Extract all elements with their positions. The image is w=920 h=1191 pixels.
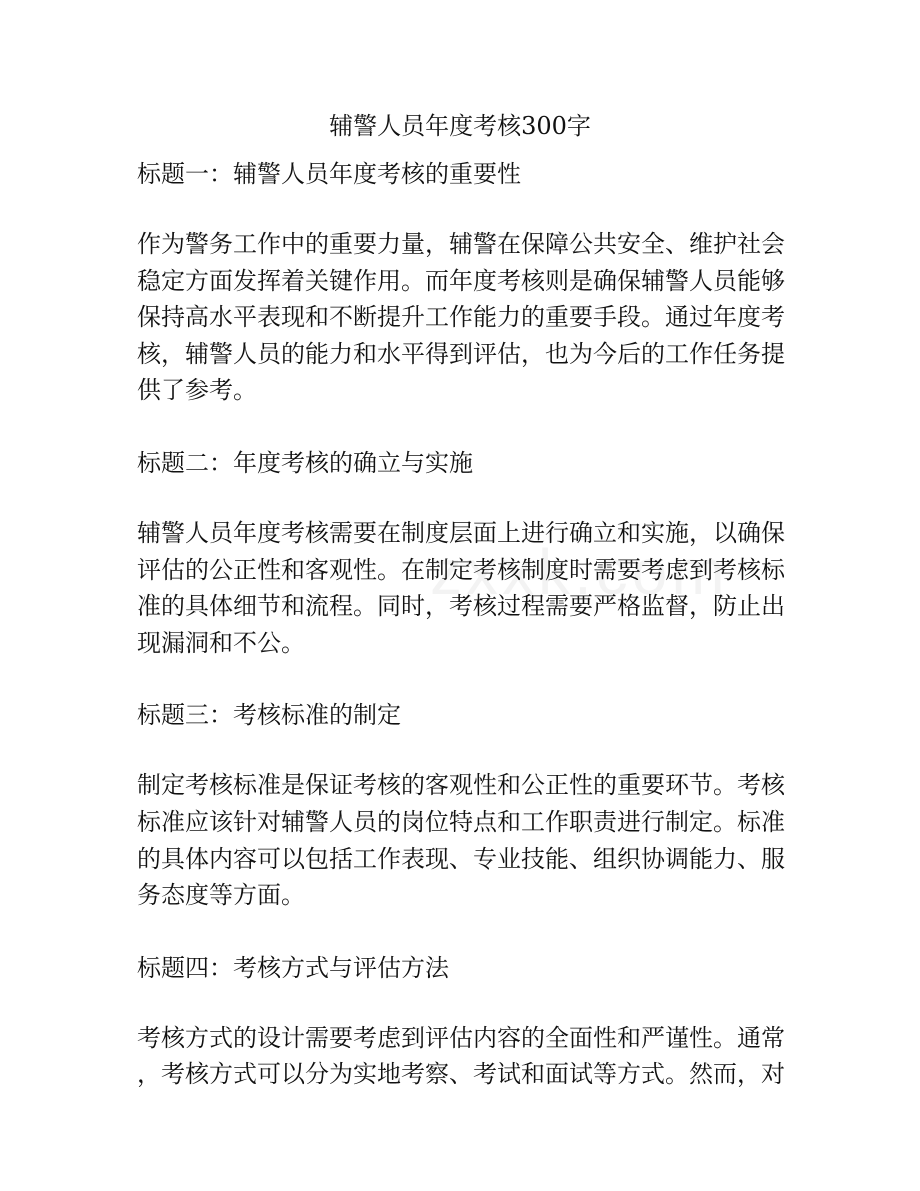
paragraph-line: ，考核方式可以分为实地考察、考试和面试等方式。然而，对 [137,1060,785,1089]
paragraph-line: 评估的公正性和客观性。在制定考核制度时需要考虑到考核标 [137,555,785,584]
section-heading: 标题四：考核方式与评估方法 [137,953,449,982]
paragraph-line: 制定考核标准是保证考核的客观性和公正性的重要环节。考核 [137,771,785,800]
paragraph-line: 务态度等方面。 [137,881,305,910]
paragraph-line: 的具体内容可以包括工作表现、专业技能、组织协调能力、服 [137,844,785,873]
paragraph-line: 考核方式的设计需要考虑到评估内容的全面性和严谨性。通常 [137,1023,785,1052]
section-paragraph [137,767,787,913]
section-heading: 标题三：考核标准的制定 [137,701,401,730]
paragraph-line: 核，辅警人员的能力和水平得到评估，也为今后的工作任务提 [137,339,785,368]
paragraph-line: 准的具体细节和流程。同时，考核过程需要严格监督，防止出 [137,592,785,621]
section-3 [137,697,787,913]
document-title: 辅警人员年度考核300字 [329,112,591,140]
section-paragraph [137,515,787,661]
paragraph-line: 现漏洞和不公。 [137,628,305,657]
paragraph-line: 标准应该针对辅警人员的岗位特点和工作职责进行制定。标准 [137,807,785,836]
document-body [137,156,787,1129]
section-paragraph [137,1020,787,1093]
paragraph-line: 供了参考。 [137,376,257,405]
paragraph-line: 保持高水平表现和不断提升工作能力的重要手段。通过年度考 [137,303,785,332]
section-1 [137,156,787,409]
paragraph-line: 辅警人员年度考核需要在制度层面上进行确立和实施，以确保 [137,518,785,547]
paragraph-line: 作为警务工作中的重要力量，辅警在保障公共安全、维护社会 [137,230,785,258]
section-paragraph [137,226,787,409]
section-heading: 标题一：辅警人员年度考核的重要性 [137,160,521,188]
section-2 [137,445,787,661]
section-4 [137,950,787,1093]
paragraph-line: 稳定方面发挥着关键作用。而年度考核则是确保辅警人员能够 [137,266,785,295]
section-heading: 标题二：年度考核的确立与实施 [137,448,473,477]
